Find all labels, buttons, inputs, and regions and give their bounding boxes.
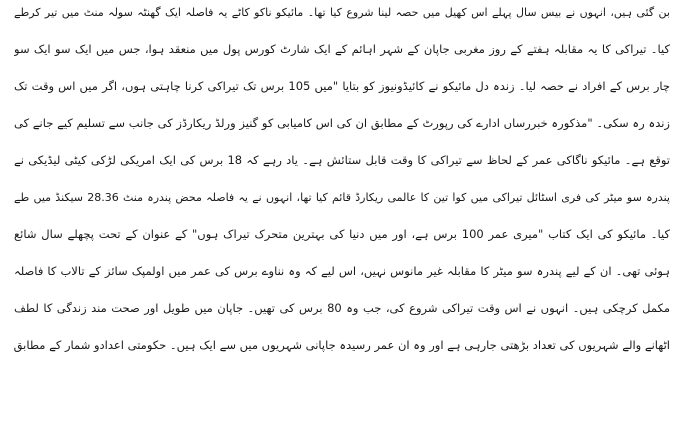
text-line-10: اٹھانے والے شہریوں کی تعداد بڑھتی جارہی ہے اور وہ ان عمر رسیدہ جاپانی شہریوں میں سے ایک ہیں۔ حکومتی اعدادو شمار کے مطابق: [14, 338, 670, 352]
text-line-8: ہوئی تھی۔ ان کے لیے پندرہ سو میٹر کا مقابلہ غیر مانوس نہیں، اس لیے کہ وہ نناوے برس کی عمر میں اولمپک سائز کے تالاب کا فاصلہ: [14, 264, 670, 278]
text-line-2: کیا۔ تیراکی کا یہ مقابلہ ہفتے کے روز مغربی جاپان کے شہر اہائم کے ایک شارٹ کورس پول میں منعقد ہوا، جس میں ایک سو ایک سو: [14, 42, 670, 56]
text-line-1: بن گئی ہیں، انہوں نے بیس سال پہلے اس کھیل میں حصہ لینا شروع کیا تھا۔ مائیکو ناکو کاٹے یہ فاصلہ ایک گھنٹہ سولہ منٹ میں تیر کرطے: [14, 6, 670, 19]
text-line-3: چار برس کے افراد نے حصہ لیا۔ زندہ دل مائیکو نے کائیڈونیوز کو بتایا "میں 105 برس تک تیراکی کرنا چاہتی ہوں، اگر میں اس وقت تک: [14, 79, 670, 93]
text-line-4: زندہ رہ سکی۔ "مذکورہ خبررساں ادارے کی رپورٹ کے مطابق ان کی اس کامیابی کو گنیز ورلڈ ریکارڈز کی جانب سے تسلیم کیے جانے کی: [14, 116, 670, 130]
article-body: [14, 0, 670, 364]
text-line-9: مکمل کرچکی ہیں۔ انہوں نے اس وقت تیراکی شروع کی، جب وہ 80 برس کی تھیں۔ جاپان میں طویل اور صحت مند زندگی کا لطف: [14, 301, 670, 315]
text-line-5: توقع ہے۔ مائیکو ناگاکی عمر کے لحاظ سے تیراکی کا وقت قابل ستائش ہے۔ یاد رہے کہ 18 برس کی ایک امریکی لڑکی کیٹی لیڈیکی نے: [14, 153, 670, 167]
text-line-7: کیا۔ مائیکو کی ایک کتاب "میری عمر 100 برس ہے، اور میں دنیا کی بہترین متحرک تیراک ہوں" کے عنوان کے تحت پچھلے سال شائع: [14, 227, 670, 241]
text-line-6: پندرہ سو میٹر کی فری اسٹائل تیراکی میں کوا تین کا عالمی ریکارڈ قائم کیا تھا، انہوں نے یہ فاصلہ محض پندرہ منٹ 28.36 سیکنڈ میں طے: [14, 191, 670, 204]
